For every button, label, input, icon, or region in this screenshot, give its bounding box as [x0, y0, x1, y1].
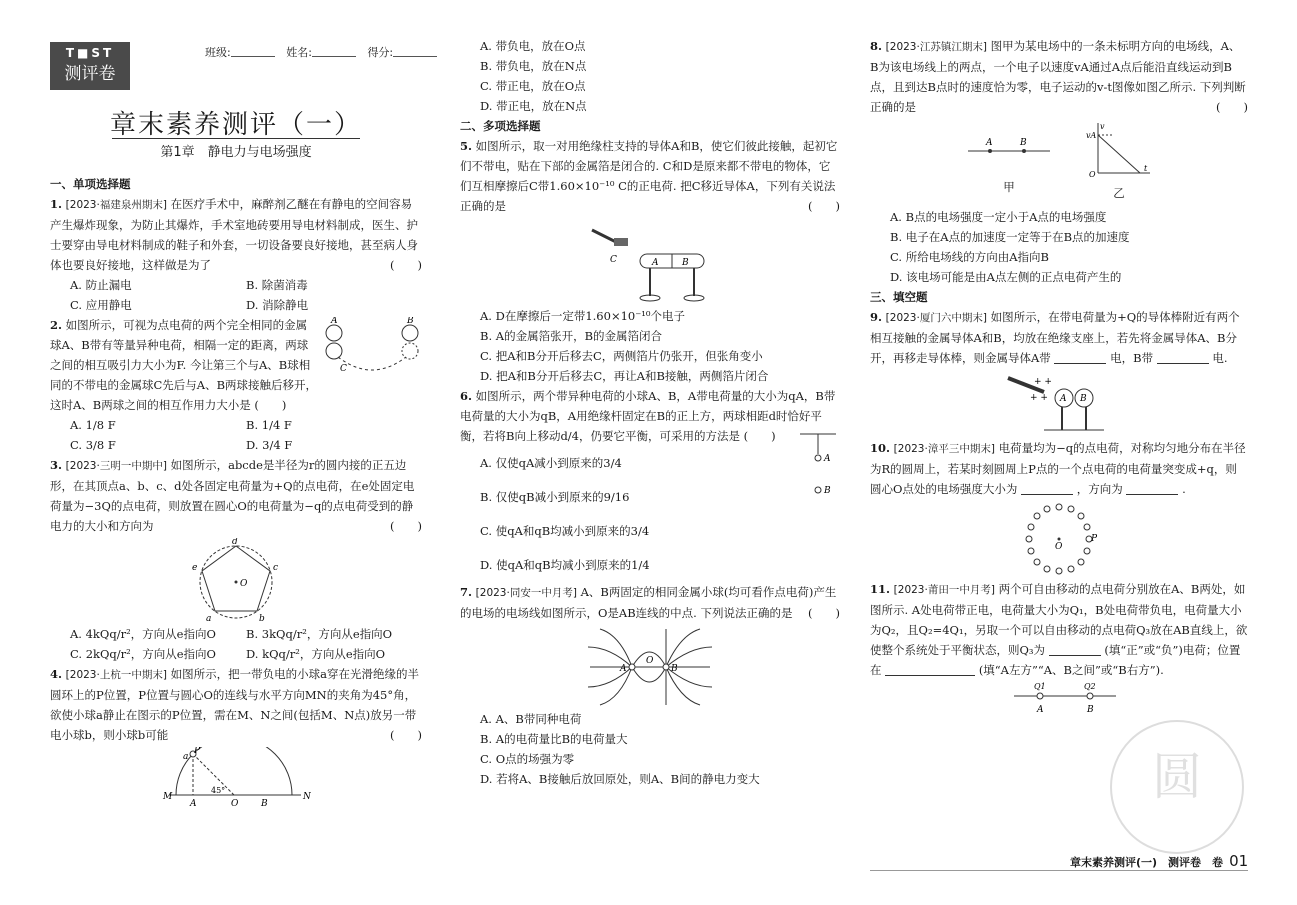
question-number: 7. — [460, 585, 473, 599]
score-field[interactable] — [393, 46, 437, 57]
class-label: 班级: — [205, 46, 231, 59]
q3-pentagon-figure — [186, 538, 286, 622]
option: D. 带正电，放在N点 — [480, 99, 587, 113]
question-text: A、B两固定的相同金属小球(均可看作点电荷)产生的电场的电场线如图所示，O是AB连线的中点. 下列说法正确的是 — [460, 585, 837, 620]
option: D. kQq/r²，方向从e指向O — [246, 647, 386, 661]
q4-semicircle-figure — [161, 747, 311, 807]
svg-text:P: P — [194, 747, 201, 756]
option: B. 仅使qB减小到原来的9/16 — [480, 490, 630, 504]
options — [50, 624, 422, 664]
question-number: 1. — [50, 197, 63, 211]
option: C. 所给电场线的方向由A指向B — [890, 250, 1049, 264]
answer-blank[interactable] — [885, 663, 975, 676]
svg-text:A: A — [1037, 705, 1044, 715]
answer-paren: ( ) — [808, 606, 840, 620]
question-text: 电荷量均为−q的点电荷，对称均匀地分布在半径为R的圆周上，若某时刻圆周上P点的一个点电荷的电荷量突变成+q，则圆心O点处的电场强度大小为 — [870, 441, 1246, 496]
figure-label: 甲 — [1003, 180, 1015, 194]
option: C. 把A和B分开后移去C，两侧箔片仍张开，但张角变小 — [480, 349, 763, 363]
svg-text:A: A — [1060, 394, 1067, 404]
figure-yi — [1084, 121, 1154, 203]
answer-paren: ( ) — [390, 519, 422, 533]
svg-text:P: P — [1091, 534, 1098, 544]
column-3 — [870, 36, 1248, 716]
question-5 — [460, 136, 840, 386]
column-2 — [460, 36, 840, 789]
answer-paren: ( ) — [390, 728, 422, 742]
question-3 — [50, 455, 422, 664]
option: A. B点的电场强度一定小于A点的电场强度 — [890, 210, 1107, 224]
svg-text:B: B — [682, 258, 689, 268]
answer-paren: ( ) — [1216, 100, 1248, 114]
question-source: [2023·上杭一中期末] — [65, 669, 167, 681]
option: C. 2kQq/r²，方向从e指向O — [70, 647, 216, 661]
question-number: 2. — [50, 318, 63, 332]
question-source: [2023·厦门六中期末] — [885, 312, 987, 324]
svg-text:B: B — [1087, 705, 1094, 715]
question-11 — [870, 579, 1248, 716]
question-source: [2023·漳平三中期末] — [893, 443, 995, 455]
question-number: 3. — [50, 458, 63, 472]
question-source: [2023·莆田一中月考] — [893, 584, 995, 596]
svg-text:c: c — [273, 563, 279, 573]
svg-text:B: B — [824, 486, 831, 496]
q8-field-line-figure — [964, 121, 1054, 171]
svg-text:M: M — [163, 792, 173, 802]
test-badge — [50, 42, 130, 90]
svg-text:A: A — [190, 799, 197, 807]
page-title: 章末素养测评（一） — [109, 110, 362, 140]
svg-text:45°: 45° — [211, 786, 226, 795]
q8-vt-graph-figure — [1084, 121, 1154, 177]
footer-label: 章末素养测评(一) 测评卷 卷 — [1070, 856, 1224, 869]
options — [50, 275, 422, 315]
svg-text:Q1: Q1 — [1034, 682, 1046, 691]
question-number: 4. — [50, 667, 63, 681]
option: D. 消除静电 — [246, 298, 309, 312]
svg-text:A: A — [824, 454, 831, 464]
option: C. O点的场强为零 — [480, 752, 575, 766]
svg-text:b: b — [259, 614, 265, 622]
answer-blank[interactable] — [1049, 643, 1101, 656]
svg-text:a: a — [206, 614, 212, 622]
svg-text:C: C — [340, 364, 347, 374]
option: B. 除菌消毒 — [246, 278, 308, 292]
question-text: (填“A左方”“A、B之间”或“B右方”). — [978, 663, 1164, 677]
option: A. 防止漏电 — [70, 278, 132, 292]
answer-paren: ( ) — [390, 258, 422, 272]
svg-text:a: a — [183, 752, 189, 762]
question-number: 8. — [870, 39, 883, 53]
question-text: 电，B带 — [1110, 351, 1154, 365]
question-text: ，方向为 — [1076, 482, 1123, 496]
question-6 — [460, 386, 840, 582]
option: C. 应用静电 — [70, 298, 132, 312]
question-text: 两个可自由移动的点电荷分别放在A、B两处，如图所示. A处电荷带正电，电荷量大小为Q₁，B处电荷带负电，电荷量大小为Q₂，且Q₂=4Q₁，另取一个可以自由移动的点电荷Q₃放在AB直线上，欲使整个系统处于平衡状态，则Q₃为 — [870, 582, 1248, 657]
question-number: 5. — [460, 139, 473, 153]
answer-blank[interactable] — [1126, 482, 1178, 495]
section-title: 三、填空题 — [870, 290, 928, 304]
question-number: 11. — [870, 582, 891, 596]
question-7 — [460, 582, 840, 789]
options — [50, 415, 422, 455]
option: D. 把A和B分开后移去C，再让A和B接触，两侧箔片闭合 — [480, 369, 769, 383]
svg-text:B: B — [407, 317, 414, 326]
question-text: 如图所示，在带电荷量为+Q的导体棒附近有两个相互接触的金属导体A和B，均放在绝缘支座上，若先将金属导体A、B分开，再移走导体棒，则金属导体A带 — [870, 310, 1240, 365]
name-field[interactable] — [312, 46, 356, 57]
question-text: 如图所示，把一带负电的小球a穿在光滑绝缘的半圆环上的P位置，P位置与圆心O的连线与水平方向MN的夹角为45°角，欲使小球a静止在图示的P位置，需在M、N之间(包括M、N点)放另一带电小球b，则小球b可能 — [50, 667, 419, 742]
option: A. 4kQq/r²，方向从e指向O — [70, 627, 216, 641]
svg-text:B: B — [1020, 138, 1027, 148]
section-title: 一、单项选择题 — [50, 177, 131, 191]
question-text: 在医疗手术中，麻醉剂乙醚在有静电的空间容易产生爆炸现象，为防止其爆炸，手术室地砖要用导电材料制成，医生、护士要穿由导电材料制成的鞋子和外套，一切设备要良好接地，甚至病人身体也要良好接地，这样做是为了 — [50, 197, 418, 272]
svg-text:O: O — [1089, 170, 1096, 177]
svg-text:N: N — [303, 792, 311, 802]
option: D. 使qA和qB均减小到原来的1/4 — [480, 558, 650, 572]
option: B. 1/4 F — [246, 418, 292, 432]
svg-text:+ +: + + — [1034, 377, 1052, 387]
score-label: 得分: — [367, 46, 394, 59]
question-text: 图甲为某电场中的一条未标明方向的电场线，A、B为该电场线上的两点，一个电子以速度vA通过A点后能沿直线运动到B点，且到达B点时的速度恰为零，电子运动的v-t图像如图乙所示. 下列判断正确的是 — [870, 39, 1246, 114]
section-title: 二、多项选择题 — [460, 119, 541, 133]
svg-text:Q2: Q2 — [1084, 682, 1096, 691]
svg-text:v: v — [1100, 122, 1105, 131]
option: C. 使qA和qB均减小到原来的3/4 — [480, 524, 650, 538]
option: B. 电子在A点的加速度一定等于在B点的加速度 — [890, 230, 1130, 244]
figure-jia — [964, 121, 1054, 203]
svg-text:O: O — [231, 799, 239, 807]
option: D. 若将A、B接触后放回原处，则A、B间的静电力变大 — [480, 772, 760, 786]
option: A. 带负电，放在O点 — [480, 39, 586, 53]
footer-rule — [870, 870, 1248, 871]
question-source: [2023·同安一中月考] — [475, 587, 577, 599]
question-number: 6. — [460, 389, 473, 403]
answer-paren: ( ) — [808, 199, 840, 213]
svg-text:A: A — [620, 664, 627, 674]
watermark-stamp: 圆 — [1110, 720, 1244, 854]
option: B. A的金属箔张开，B的金属箔闭合 — [480, 329, 663, 343]
option: A. A、B带同种电荷 — [480, 712, 582, 726]
question-source: [2023·福建泉州期末] — [65, 199, 167, 211]
option: B. A的电荷量比B的电荷量大 — [480, 732, 628, 746]
svg-text:B: B — [1080, 394, 1087, 404]
question-text: 如图所示，abcde是半径为r的圆内接的正五边形，在其顶点a、b、c、d处各固定电荷量为+Q的点电荷，在e处固定电荷量为−3Q的点电荷，则放置在圆心O的电荷量为−q的点电荷受到的静电力的大小和方向为 — [50, 458, 415, 533]
svg-text:O: O — [1055, 542, 1063, 552]
figure-label: 乙 — [1113, 186, 1125, 200]
q9-figure — [1004, 370, 1114, 436]
page-subtitle: 第1章 静电力与电场强度 — [160, 145, 312, 160]
question-number: 9. — [870, 310, 883, 324]
q11-figure — [1010, 680, 1120, 716]
q7-field-lines-figure — [580, 625, 720, 707]
question-text: 如图所示，两个带异种电荷的小球A、B，A带电荷量的大小为qA，B带电荷量的大小为qB，A用绝缘杆固定在B的正上方，两球相距d时恰好平衡，若将B向上移动d/4，仍要它平衡，可采用的方法是 — [460, 389, 836, 443]
svg-text:vA: vA — [1086, 131, 1097, 140]
question-text: 如图所示，可视为点电荷的两个完全相同的金属球A、B带有等量异种电荷，相隔一定的距离，两球之间的相互吸引力大小为F. 今让第三个与A、B球相同的不带电的金属球C先后与A、B两球接触后移开，这时A、B两球之间的相互作用力大小是 — [50, 318, 318, 412]
answer-blank[interactable] — [1054, 351, 1106, 364]
column-1 — [50, 174, 422, 809]
class-field[interactable] — [231, 46, 275, 57]
question-text: 如图所示，取一对用绝缘柱支持的导体A和B，使它们彼此接触，起初它们不带电，贴在下部的金属箔是闭合的. C和D是原来都不带电的物体，它们互相摩擦后C带1.60×10⁻¹⁰ C的正电荷. 把C移近导体A，下列有关说法正确的是 — [460, 139, 838, 213]
question-2 — [50, 315, 422, 455]
question-10 — [870, 438, 1248, 577]
q2-figure — [322, 317, 422, 377]
question-4 — [50, 664, 422, 807]
question-8 — [870, 36, 1248, 287]
svg-text:+ +: + + — [1030, 393, 1048, 403]
option: A. D在摩擦后一定带1.60×10⁻¹⁰个电子 — [480, 309, 685, 323]
question-source: [2023·三明一中期中] — [65, 460, 167, 472]
page-number: 01 — [1229, 852, 1249, 870]
question-text: . — [1182, 482, 1186, 496]
q8-figures — [870, 121, 1248, 203]
svg-text:O: O — [240, 579, 248, 589]
svg-text:B: B — [261, 799, 268, 807]
option: D. 该电场可能是由A点左侧的正点电荷产生的 — [890, 270, 1122, 284]
q5-conductor-figure — [580, 218, 720, 304]
svg-text:d: d — [232, 538, 238, 547]
svg-text:A: A — [652, 258, 659, 268]
student-info-header — [205, 44, 445, 60]
badge-bottom: 测评卷 — [64, 64, 116, 84]
question-text: (填“正”或“负”)电荷；位置在 — [870, 643, 1241, 677]
svg-text:A: A — [331, 317, 338, 326]
question-9 — [870, 307, 1248, 436]
option: C. 带正电，放在O点 — [480, 79, 586, 93]
answer-paren: ( ) — [743, 429, 776, 443]
option: D. 3/4 F — [246, 438, 293, 452]
answer-paren: ( ) — [254, 398, 287, 412]
name-label: 姓名: — [286, 46, 312, 59]
option: A. 仅使qA减小到原来的3/4 — [480, 456, 622, 470]
option: C. 3/8 F — [70, 438, 116, 452]
svg-text:e: e — [192, 563, 198, 573]
page-footer — [1070, 852, 1248, 870]
option: A. 1/8 F — [70, 418, 116, 432]
title-rule — [112, 138, 360, 139]
option: B. 带负电，放在N点 — [480, 59, 587, 73]
question-number: 10. — [870, 441, 891, 455]
svg-text:O: O — [646, 656, 654, 666]
svg-text:t: t — [1144, 164, 1148, 173]
badge-top: T■ST — [65, 46, 115, 60]
question-1 — [50, 194, 422, 315]
answer-blank[interactable] — [1157, 351, 1209, 364]
option: B. 3kQq/r²，方向从e指向O — [246, 627, 393, 641]
q10-ring-figure — [1019, 501, 1099, 577]
svg-text:B: B — [671, 664, 678, 674]
answer-blank[interactable] — [1021, 482, 1073, 495]
svg-text:A: A — [986, 138, 993, 148]
svg-text:C: C — [610, 255, 617, 265]
question-text: 电. — [1212, 351, 1228, 365]
question-source: [2023·江苏镇江期末] — [885, 41, 987, 53]
q6-figure — [796, 430, 840, 510]
